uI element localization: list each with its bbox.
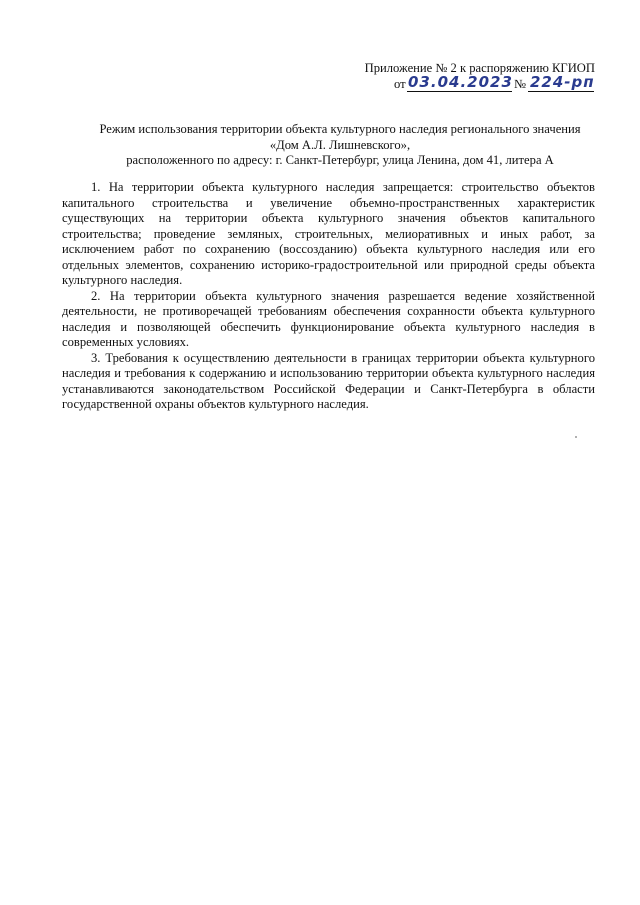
appendix-title: Приложение № 2 к распоряжению КГИОП xyxy=(364,61,595,75)
scan-speck xyxy=(575,436,577,438)
handwritten-number: 224-рп xyxy=(530,73,595,91)
document-title xyxy=(70,122,610,169)
paragraph-3: 3. Требования к осуществлению деятельности в границах территории объекта культурного наследия и требования к содержанию и использованию территории объекта культурного наследия устанавливаются законодательством Российской Федерации и Санкт-Петербурга в области государственной охраны объектов культурного наследия. xyxy=(62,350,595,411)
paragraph-2: 2. На территории объекта культурного значения разрешается ведение хозяйственной деятельности, не противоречащей требованиям обеспечения сохранности объекта культурного наследия и позволяющей обеспечить функционирование объекта культурного наследия в современных условиях. xyxy=(62,288,595,349)
paragraph-1: 1. На территории объекта культурного наследия запрещается: строительство объектов капитального строительства и увеличение объемно-пространственных характеристик существующих на территории объекта культурного значения объектов капитального строительства; проведение земляных, строительных, мелиоративных и иных работ, за исключением работ по сохранению (воссозданию) объекта культурного наследия или его отдельных элементов, сохранению историко-градостроительной или природной среды объекта культурного наследия. xyxy=(62,180,595,287)
handwritten-date: 03.04.2023 xyxy=(408,73,513,91)
date-underline xyxy=(407,91,512,92)
document-body xyxy=(62,180,595,413)
from-label: от xyxy=(394,77,406,91)
number-underline xyxy=(528,91,594,92)
title-line-1: Режим использования территории объекта культурного наследия регионального значения xyxy=(99,122,581,136)
number-sign: № xyxy=(514,77,527,91)
appendix-date-number xyxy=(380,73,600,98)
title-line-3: расположенного по адресу: г. Санкт-Петербург, улица Ленина, дом 41, литера А xyxy=(126,153,554,167)
title-line-2: «Дом А.Л. Лишневского», xyxy=(269,137,411,152)
